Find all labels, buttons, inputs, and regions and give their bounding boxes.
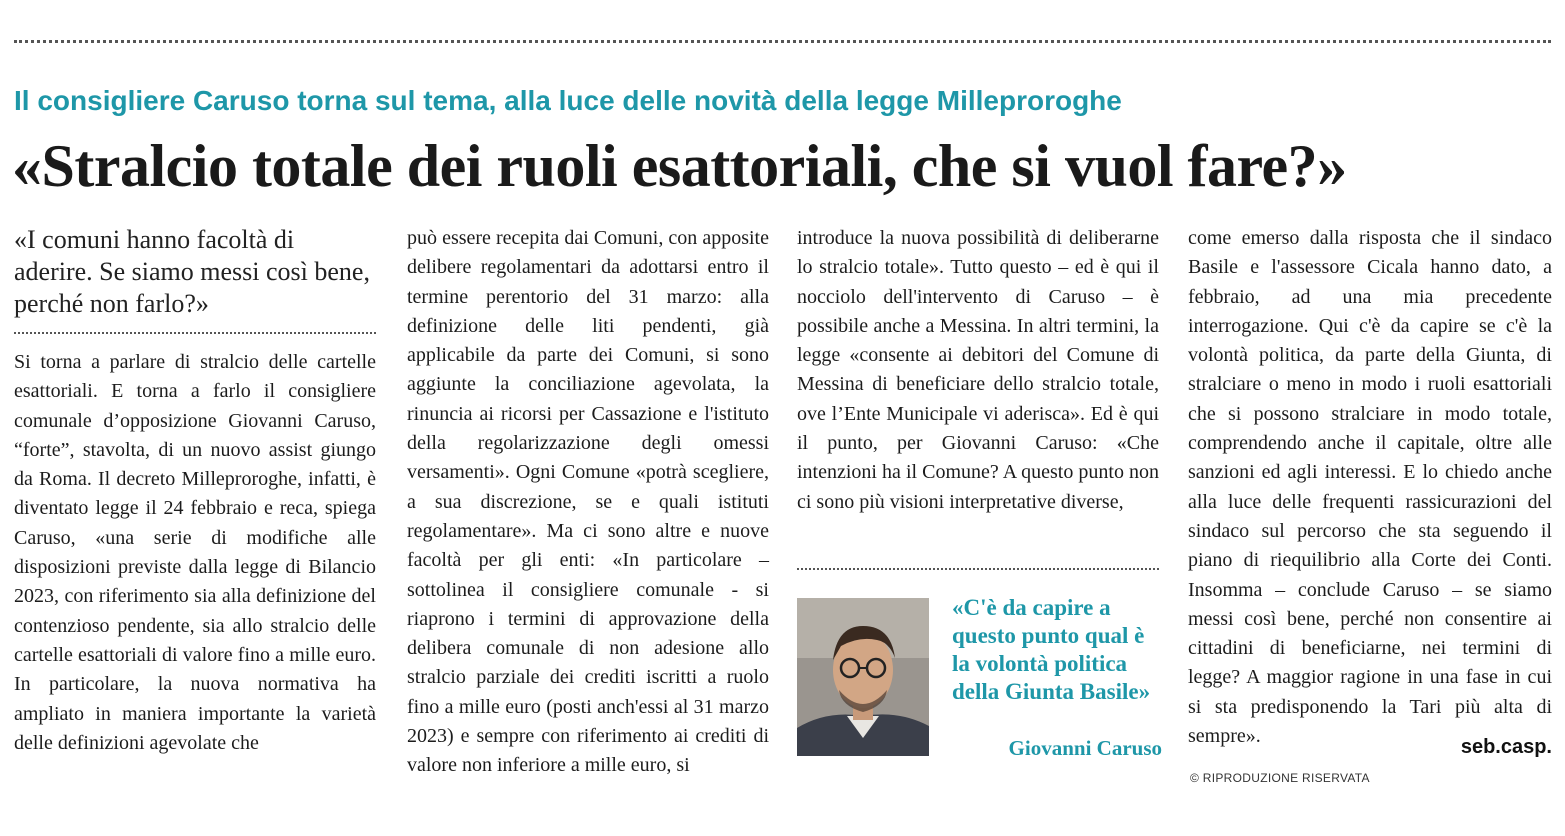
column-3-text: introduce la nuova possibilità di deliberarne lo stralcio totale». Tutto questo – ed è qui il nocciolo dell'intervento di Caruso – è possibile anche a Messina. In altri termini, la legge «consente ai debitori del Comune di Messina di beneficiare dello stralcio totale, ove l’Ente Municipale vi aderisca». Ed è qui il punto, per Giovanni Caruso: «Che intenzioni ha il Comune? A questo punto non ci sono più visioni interpretative diverse,	[797, 227, 1159, 513]
column-2-text: può essere recepita dai Comuni, con apposite delibere regolamentari da adottarsi entro il termine perentorio del 31 marzo: alla definizione delle liti pendenti, già applicabile da parte dei Comuni, si sono aggiunte la conciliazione agevolata, la rinuncia ai ricorsi per Cassazione e l'istituto della regolarizzazione degli omessi versamenti». Ogni Comune «potrà scegliere, a sua discrezione, se e quali istituti regolamentare». Ma ci sono altre e nuove facoltà per gli enti: «In particolare – sottolinea il consigliere comunale - si riaprono i termini di approvazione della delibera comunale di non adesione allo stralcio parziale dei crediti iscritti a ruolo fino a mille euro (posti anch'essi al 31 marzo 2023) e sempre con riferimento ai crediti di valore non inferiore a mille euro, si	[407, 227, 769, 777]
copyright-notice: © RIPRODUZIONE RISERVATA	[1190, 771, 1370, 785]
article-column-4	[1188, 224, 1552, 751]
column-4-text: come emerso dalla risposta che il sindaco Basile e l'assessore Cicala hanno dato, a febbraio, ad una mia precedente interrogazione. Qui c'è da capire se c'è la volontà politica, da parte della Giunta, di stralciare o meno in modo i ruoli esattoriali che si possono stralciare in modo totale, comprendendo anche il capitale, oltre alle sanzioni ed agli interessi. E lo chiedo anche alla luce delle frequenti rassicurazioni del sindaco sul percorso che sta seguendo il piano di riequilibrio alla Corte dei Conti. Insomma – conclude Caruso – se siamo messi così bene, perché non consentire ai cittadini di beneficiarne, nei termini di legge? A maggior ragione in una fase in cui si sta predisponendo la Tari più alta di sempre».	[1188, 227, 1552, 748]
portrait-photo	[797, 598, 929, 756]
pullquote-text: «C'è da capire a questo punto qual è la volontà politica della Giunta Basile»	[952, 595, 1151, 704]
article-column-3	[797, 224, 1159, 517]
pullquote-author: Giovanni Caruso	[1008, 736, 1162, 760]
column-1-text: Si torna a parlare di stralcio delle cartelle esattoriali. E torna a farlo il consigliere comunale d’opposizione Giovanni Caruso, “forte”, stavolta, di un nuovo assist giungo da Roma. Il decreto Milleproroghe, infatti, è diventato legge il 24 febbraio e reca, spiega Caruso, «una serie di modifiche alle disposizioni previste dalla legge di Bilancio 2023, con riferimento sia alla definizione del contenzioso pendente, sia allo stralcio delle cartelle esattoriali di valore fino a mille euro. In particolare, la nuova normativa ha ampliato in maniera importante la varietà delle definizioni agevolate che	[14, 351, 376, 754]
article-column-2	[407, 224, 769, 781]
article-headline: «Stralcio totale dei ruoli esattoriali, che si vuol fare?»	[12, 133, 1347, 199]
subhead-dotted-rule	[14, 332, 376, 334]
article-column-1	[14, 224, 376, 758]
article-subhead: «I comuni hanno facoltà di aderire. Se siamo messi così bene, perché non farlo?»	[14, 225, 370, 318]
pullquote-dotted-rule	[797, 568, 1159, 570]
article-kicker: Il consigliere Caruso torna sul tema, alla luce delle novità della legge Milleproroghe	[14, 85, 1122, 116]
top-dotted-rule	[14, 40, 1551, 43]
portrait-illustration	[797, 598, 929, 756]
author-signature: seb.casp.	[1460, 736, 1552, 758]
